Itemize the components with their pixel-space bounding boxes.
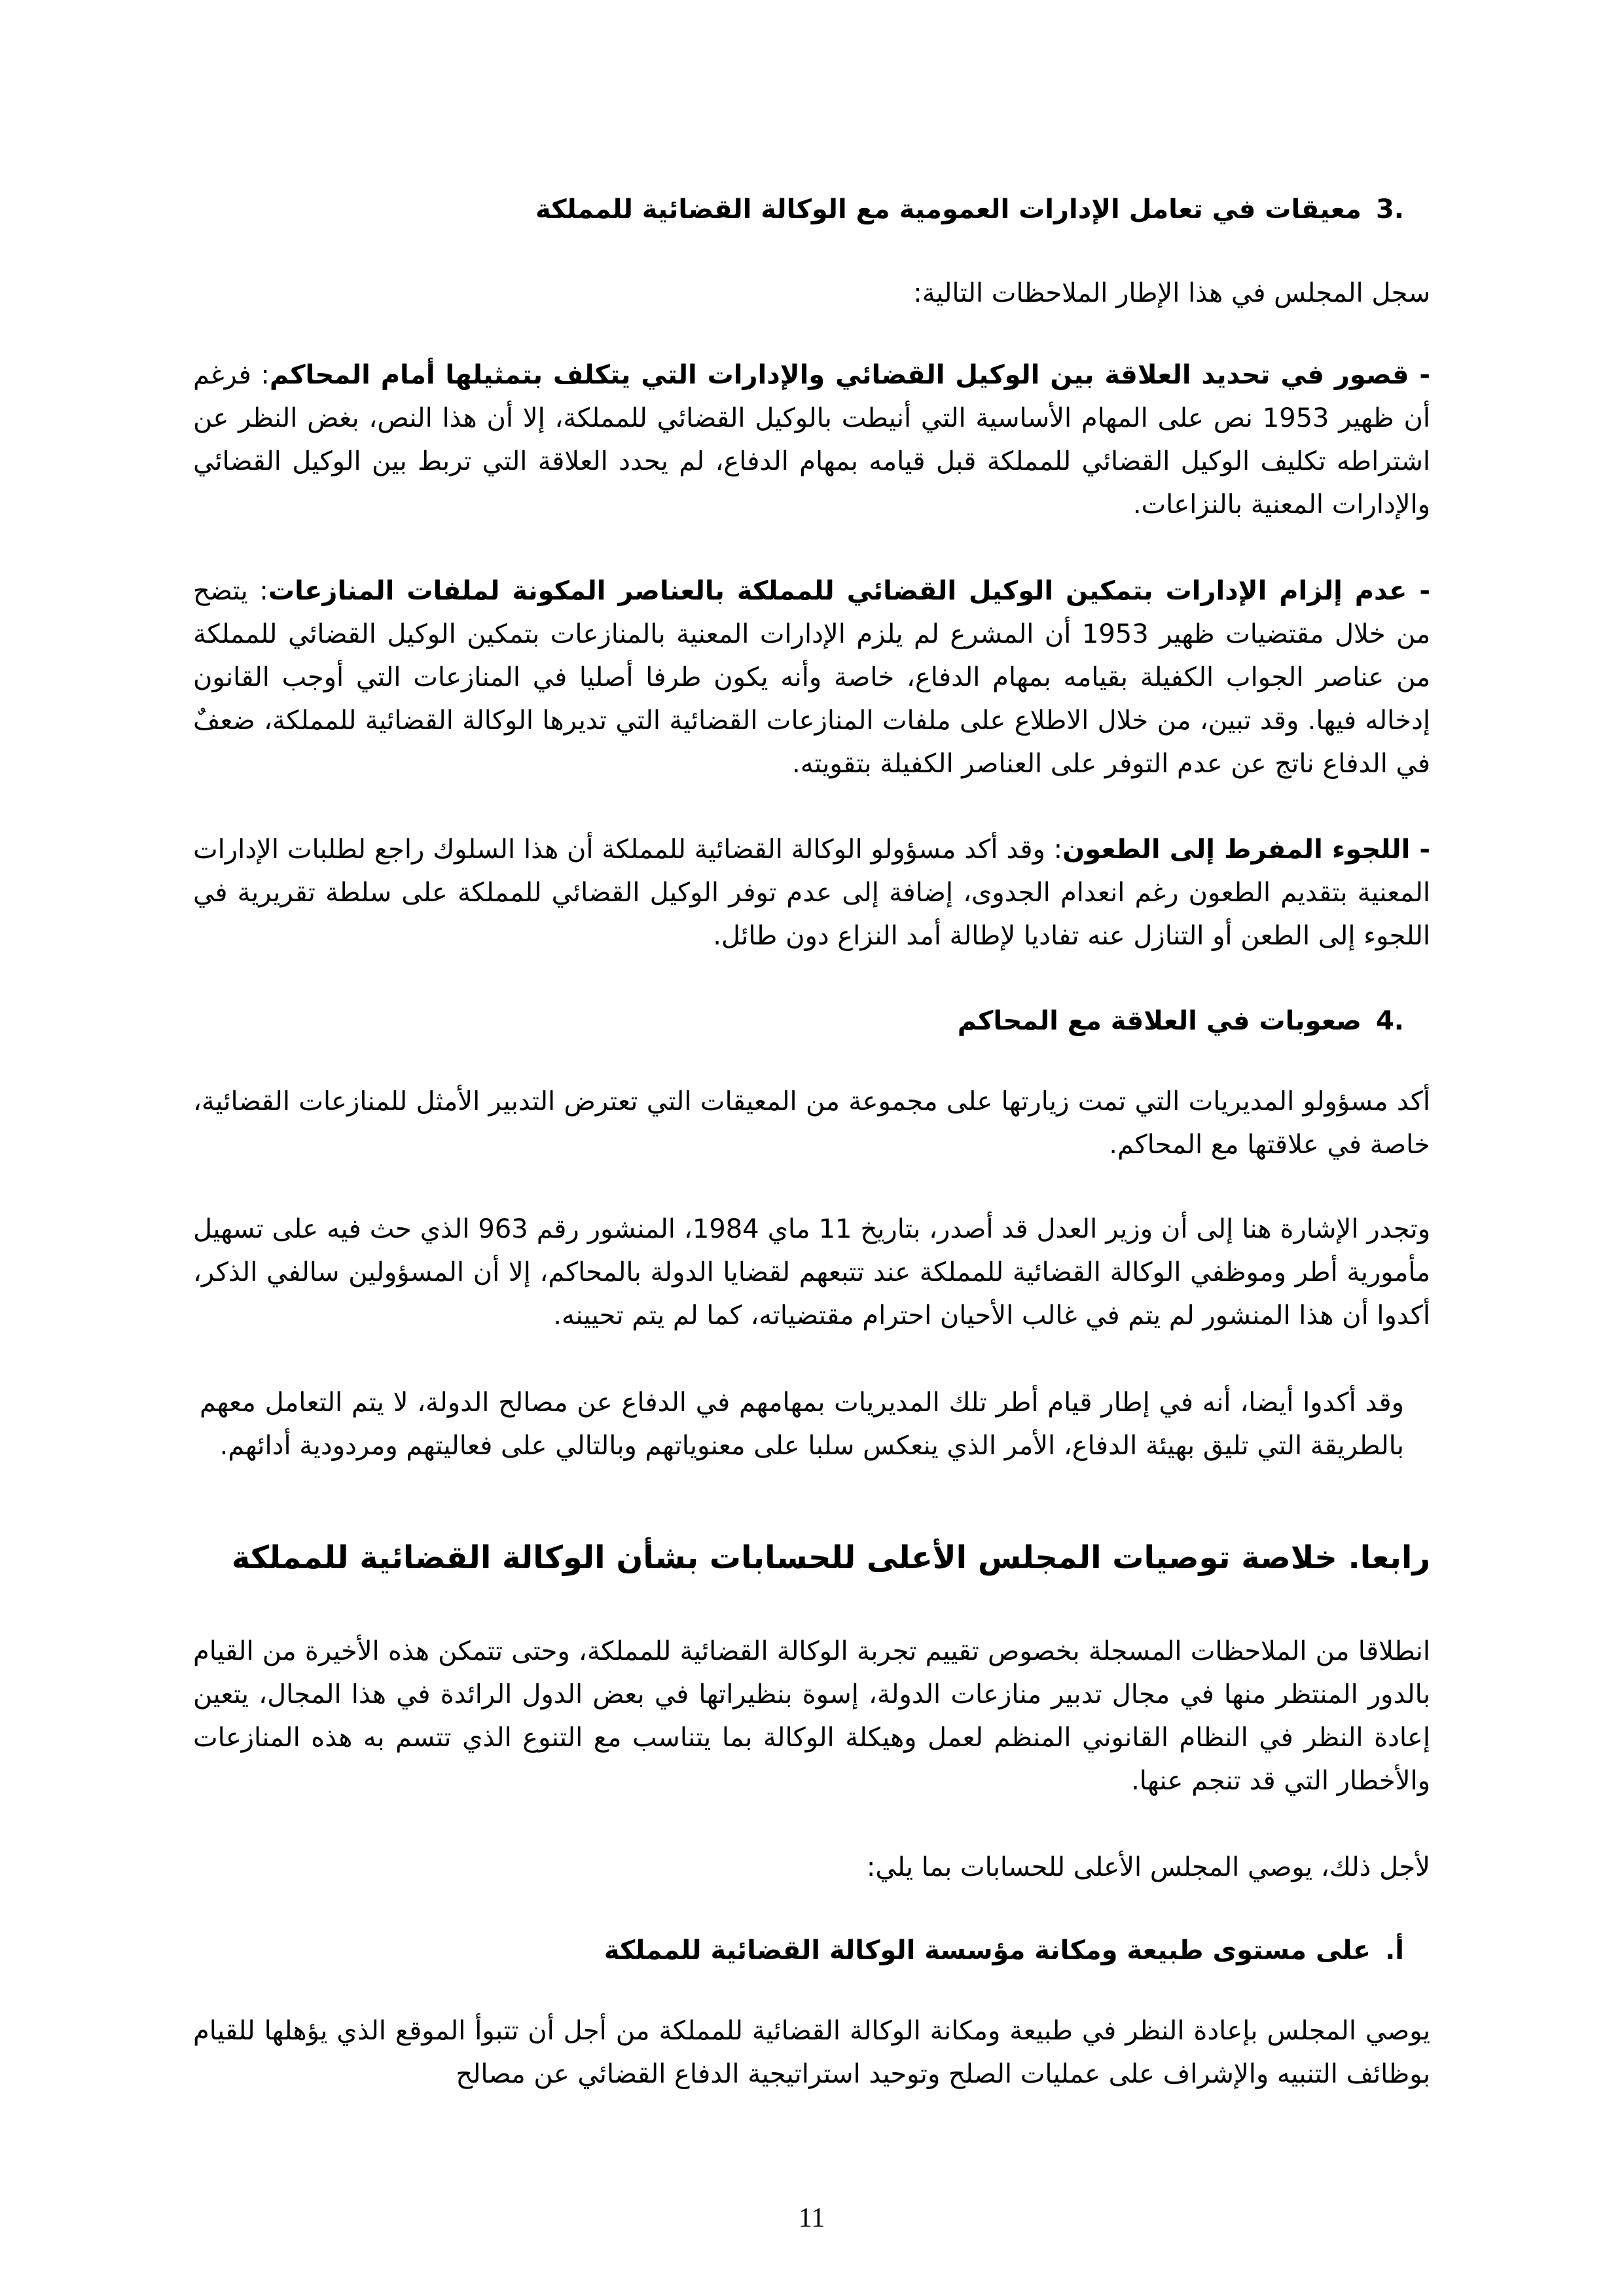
observation-paragraph-2 (193, 569, 1430, 785)
document-page (193, 0, 1430, 2296)
observation-paragraph-1 (193, 353, 1430, 526)
section-heading-4 (167, 1001, 1430, 1041)
observation-paragraph-3 (193, 828, 1430, 958)
paragraph-s4-1: أكد مسؤولو المديريات التي تمت زيارتها على مجموعة من المعيقات التي تعترض التدبير الأمثل للمنازعات القضائية، خاصة في علاقتها مع المحاكم. (193, 1086, 1430, 1160)
paragraph-r2: لأجل ذلك، يوصي المجلس الأعلى للحسابات بما يلي: (866, 1852, 1430, 1882)
section-number: .3 (1375, 194, 1404, 224)
observation-lead: - اللجوء المفرط إلى الطعون (1062, 834, 1430, 865)
section-title: معيقات في تعامل الإدارات العمومية مع الوكالة القضائية للمملكة (535, 194, 1362, 224)
observation-text: : فرغم أن ظهير 1953 نص على المهام الأساسية التي أنيطت بالوكيل القضائي للمملكة، إلا أن هذا النص، بغض النظر عن اشتراطه تكليف الوكيل القضائي للمملكة قبل قيامه بمهام الدفاع، لم يحدد العلاقة التي تربط بين الوكيل القضائي والإدارات المعنية بالنزاعات. (193, 360, 1430, 520)
paragraph-a1: يوصي المجلس بإعادة النظر في طبيعة ومكانة الوكالة القضائية للمملكة من أجل أن تتبوأ الموقع الذي يؤهلها للقيام بوظائف التنبيه والإشراف على عمليات الصلح وتوحيد استراتيجية الدفاع القضائي عن مصالح (193, 2016, 1430, 2089)
intro-paragraph: سجل المجلس في هذا الإطار الملاحظات التالية: (913, 278, 1430, 308)
page-number: 11 (798, 2203, 825, 2233)
observation-lead: - قصور في تحديد العلاقة بين الوكيل القضائي والإدارات التي يتكلف بتمثيلها أمام المحاكم (269, 360, 1431, 390)
section-title: صعوبات في العلاقة مع المحاكم (957, 1006, 1362, 1036)
paragraph-r1: انطلاقا من الملاحظات المسجلة بخصوص تقييم تجربة الوكالة القضائية للمملكة، وحتى تتمكن هذه الأخيرة من القيام بالدور المنتظر منها في مجال تدبير منازعات الدولة، إسوة بنظيراتها في بعض الدول الرائدة في هذا المجال، يتعين إعادة النظر في النظام القانوني المنظم لعمل وهيكلة الوكالة بما يتناسب مع التنوع الذي تتسم به هذه المنازعات والأخطار التي قد تنجم عنها. (193, 1636, 1430, 1796)
section-heading-rabi3: رابعا. خلاصة توصيات المجلس الأعلى للحسابات بشأن الوكالة القضائية للمملكة (231, 1539, 1430, 1576)
subsection-title: على مستوى طبيعة ومكانة مؤسسة الوكالة القضائية للمملكة (604, 1935, 1371, 1965)
observation-lead: - عدم إلزام الإدارات بتمكين الوكيل القضائي للمملكة بالعناصر المكونة لملفات المنازعات (268, 576, 1430, 606)
observation-text: : يتضح من خلال مقتضيات ظهير 1953 أن المشرع لم يلزم الإدارات المعنية بالمنازعات بتمكين الوكيل القضائي للمملكة من عناصر الجواب الكفيلة بقيامه بمهام الدفاع، خاصة وأنه يكون طرفا أصليا في المنازعات التي أوجب القانون إدخاله فيها. وقد تبين، من خلال الاطلاع على ملفات المنازعات القضائية التي تديرها الوكالة القضائية للمملكة، ضعفٌ في الدفاع ناتج عن عدم التوفر على العناصر الكفيلة بتقويته. (193, 576, 1430, 779)
subsection-letter: أ. (1385, 1935, 1404, 1965)
paragraph-s4-3: وقد أكدوا أيضا، أنه في إطار قيام أطر تلك المديريات بمهامهم في الدفاع عن مصالح الدولة، لا يتم التعامل معهم بالطريقة التي تليق بهيئة الدفاع، الأمر الذي ينعكس سلبا على معنوياتهم وبالتالي على فعاليتهم ومردودية أدائهم. (200, 1388, 1404, 1461)
subsection-heading-a (167, 1931, 1430, 1970)
paragraph-s4-2: وتجدر الإشارة هنا إلى أن وزير العدل قد أصدر، بتاريخ 11 ماي 1984، المنشور رقم 963 الذي حث فيه على تسهيل مأمورية أطر وموظفي الوكالة القضائية للمملكة عند تتبعهم لقضايا الدولة بالمحاكم، إلا أن المسؤولين سالفي الذكر، أكدوا أن هذا المنشور لم يتم في غالب الأحيان احترام مقتضياته، كما لم يتم تحيينه. (193, 1214, 1431, 1331)
section-number: .4 (1375, 1006, 1404, 1036)
section-heading-3 (167, 190, 1430, 229)
observation-text: : وقد أكد مسؤولو الوكالة القضائية للمملكة أن هذا السلوك راجع لطلبات الإدارات المعنية بتقديم الطعون رغم انعدام الجدوى، إضافة إلى عدم توفر الوكيل القضائي للمملكة على سلطة تقريرية في اللجوء إلى الطعن أو التنازل عنه تفاديا لإطالة أمد النزاع دون طائل. (193, 834, 1430, 951)
